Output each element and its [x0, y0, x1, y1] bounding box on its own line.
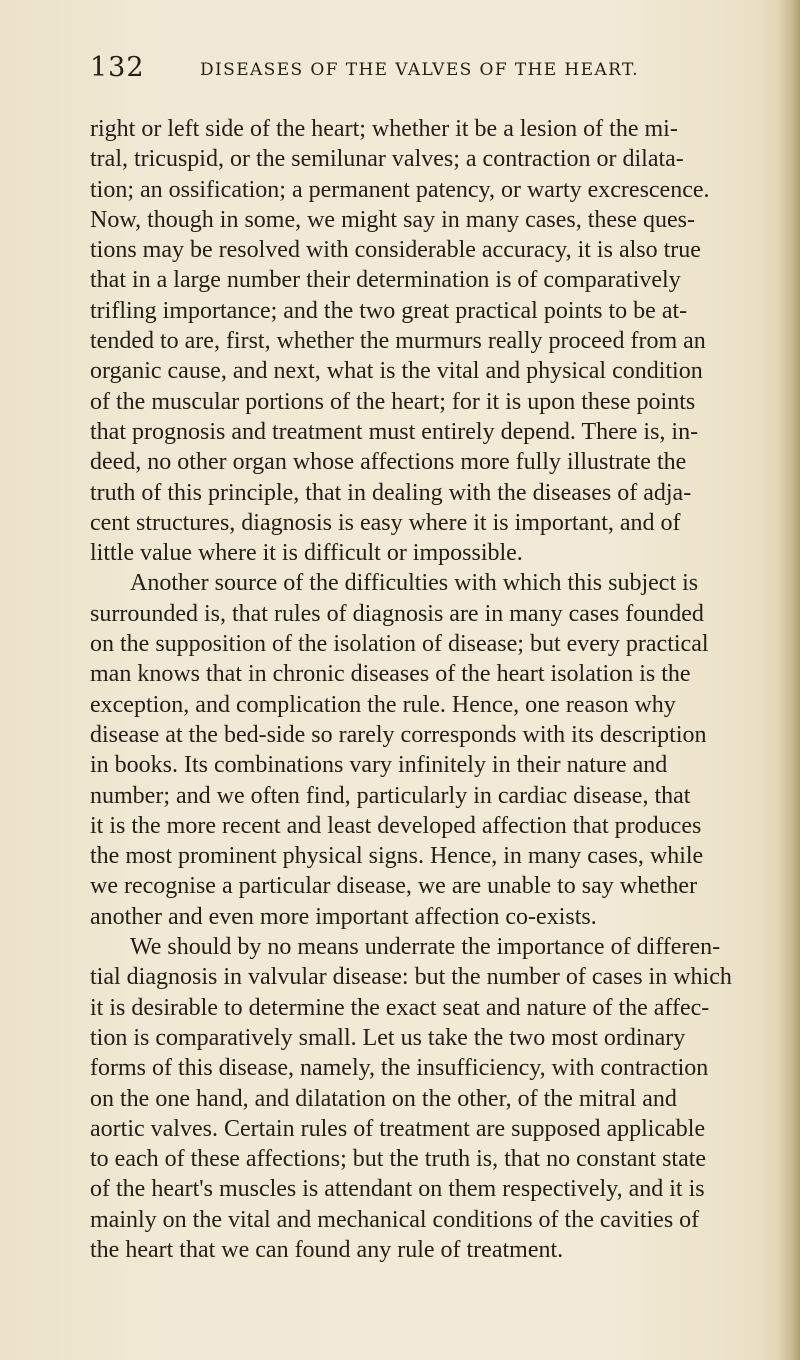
- text-line: truth of this principle, that in dealing with the diseases of adja-: [90, 479, 692, 506]
- text-line: tions may be resolved with considerable accuracy, it is also true: [90, 237, 701, 264]
- text-line: tended to are, first, whether the murmurs really proceed from an: [90, 328, 706, 355]
- text-line: cent structures, diagnosis is easy where it is important, and of: [90, 509, 681, 536]
- text-line: tral, tricuspid, or the semilunar valves; a contraction or dilata-: [90, 146, 684, 173]
- body-text: [90, 114, 790, 1265]
- text-line: another and even more important affection co-exists.: [90, 903, 597, 930]
- text-line: disease at the bed-side so rarely corresponds with its description: [90, 721, 707, 748]
- text-line: that in a large number their determination is of comparatively: [90, 267, 681, 294]
- text-line: of the muscular portions of the heart; for it is upon these points: [90, 388, 696, 415]
- text-line: little value where it is difficult or impossible.: [90, 540, 523, 567]
- text-line: deed, no other organ whose affections more fully illustrate the: [90, 449, 687, 476]
- text-line: it is desirable to determine the exact seat and nature of the affec-: [90, 994, 710, 1021]
- running-head: DISEASES OF THE VALVES OF THE HEART.: [200, 60, 640, 80]
- text-line: mainly on the vital and mechanical conditions of the cavities of: [90, 1206, 700, 1233]
- page-header: [90, 52, 730, 86]
- text-line: on the supposition of the isolation of disease; but every practical: [90, 631, 709, 658]
- text-line: Now, though in some, we might say in many cases, these ques-: [90, 206, 696, 233]
- text-line: the heart that we can found any rule of treatment.: [90, 1236, 564, 1263]
- text-line: forms of this disease, namely, the insufficiency, with contraction: [90, 1055, 709, 1082]
- text-line: trifling importance; and the two great practical points to be at-: [90, 297, 688, 324]
- text-line: right or left side of the heart; whether it be a lesion of the mi-: [90, 116, 678, 142]
- text-line: in books. Its combinations vary infinitely in their nature and: [90, 752, 668, 779]
- text-line: on the one hand, and dilatation on the other, of the mitral and: [90, 1085, 677, 1112]
- text-line: man knows that in chronic diseases of the heart isolation is the: [90, 661, 691, 688]
- text-line: we recognise a particular disease, we are unable to say whether: [90, 873, 698, 900]
- text-line: surrounded is, that rules of diagnosis are in many cases founded: [90, 600, 704, 627]
- text-line: aortic valves. Certain rules of treatment are supposed applicable: [90, 1115, 706, 1142]
- paragraph-start-line: Another source of the difficulties with which this subject is: [130, 570, 699, 597]
- text-line: that prognosis and treatment must entirely depend. There is, in-: [90, 418, 699, 445]
- text-line: the most prominent physical signs. Hence, in many cases, while: [90, 843, 704, 870]
- text-line: tion is comparatively small. Let us take the two most ordinary: [90, 1024, 686, 1051]
- text-line: to each of these affections; but the truth is, that no constant state: [90, 1146, 707, 1173]
- text-line: number; and we often find, particularly in cardiac disease, that: [90, 782, 691, 809]
- text-line: exception, and complication the rule. Hence, one reason why: [90, 691, 676, 718]
- text-line: tion; an ossification; a permanent patency, or warty excrescence.: [90, 176, 710, 203]
- text-line: organic cause, and next, what is the vital and physical condition: [90, 358, 703, 385]
- page-number: 132: [90, 52, 145, 83]
- text-line: of the heart's muscles is attendant on them respectively, and it is: [90, 1176, 705, 1203]
- text-line: tial diagnosis in valvular disease: but the number of cases in which: [90, 964, 732, 991]
- text-line: it is the more recent and least developed affection that produces: [90, 812, 702, 839]
- paragraph-start-line: We should by no means underrate the importance of differen-: [130, 934, 721, 961]
